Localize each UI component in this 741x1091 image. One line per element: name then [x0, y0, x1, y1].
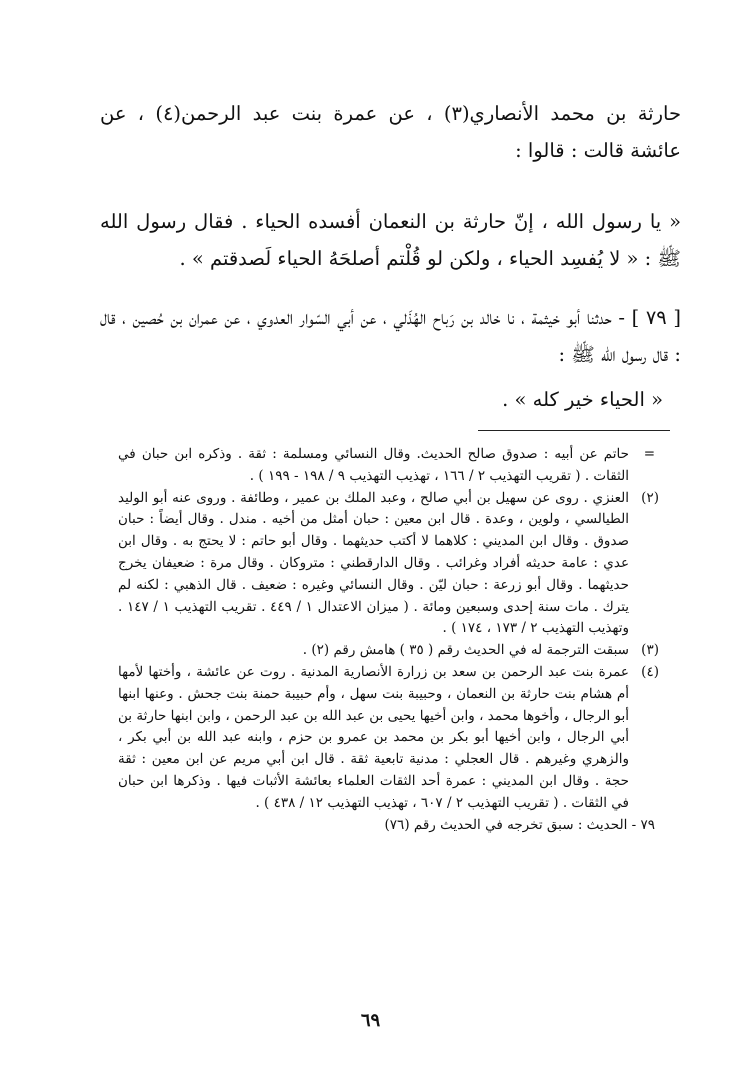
paragraph-hadith-79-matn: « الحياء خير كله » .: [502, 388, 663, 411]
footnote-marker: (٤): [641, 663, 659, 680]
footnote-4: [118, 662, 659, 815]
footnote-text: حاتم عن أبيه : صدوق صالح الحديث. وقال النسائي ومسلمة : ثقة . وذكره ابن حبان في الثقات . ( تقريب التهذيب ٢ / ١٦٦ ، تهذيب التهذيب ٩ / ١٩٨ - ١٩٩ ) .: [118, 446, 629, 484]
paragraph-hadith-79-isnad: [ ٧٩ ] - حدثنا أبو خيثمة ، نا خالد بن رَباح الهُذَلي ، عن أبي السّوار العدوي ، عن عمران بن حُصين ، قال : قال رسول الله ﷺ :: [100, 306, 681, 366]
footnote-separator: [478, 430, 670, 431]
page-number: ٦٩: [360, 1010, 381, 1031]
footnote-3: [118, 640, 659, 662]
footnote-text: العنزي . روى عن سهيل بن أبي صالح ، وعبد الملك بن عمير ، وطائفة . وروى عنه أبو الوليد الطيالسي ، ولوين ، وعدة . قال ابن معين : حبان أمثل من أخيه . مندل . وقال أيضاً : حبان صدوق . وقال ابن المديني : كلاهما لا أكتب حديثهما . وقال أبو حاتم : لا يحتج به . وقال ابن عدي : عامة حديثه أفراد وغرائب . وقال الدارقطني : متروكان . وقال مرة : ضعيفان يخرج حديثهما . وقال أبو زرعة : حبان ليّن . وقال النسائي وغيره : ضعيف . قال الذهبي : لكنه لم يترك . مات سنة إحدى وسبعين ومائة . ( ميزان الاعتدال ١ / ٤٤٩ . تقريب التهذيب ١ / ١٤٧ . وتهذيب التهذيب ٢ / ١٧٣ ، ١٧٤ ) .: [118, 489, 630, 637]
footnote-marker: (٣): [641, 642, 659, 659]
footnote-continuation: [118, 444, 655, 488]
footnote-text: سبقت الترجمة له في الحديث رقم ( ٣٥ ) هامش رقم (٢) .: [302, 642, 629, 659]
footnote-2: [118, 488, 659, 641]
main-text: [100, 95, 681, 418]
footnotes: [118, 444, 659, 836]
footnote-marker: =: [643, 446, 655, 462]
paragraph-isnad: حارثة بن محمد الأنصاري(٣) ، عن عمرة بنت عبد الرحمن(٤) ، عن عائشة قالت : قالوا :: [100, 102, 681, 162]
hadith-reference-note: ٧٩ - الحديث : سبق تخرجه في الحديث رقم (٧٦): [384, 816, 655, 833]
paragraph-hadith-78: « يا رسول الله ، إنّ حارثة بن النعمان أفسده الحياء . فقال رسول الله ﷺ : « لا يُفسِد الحياء ، ولكن لو قُلْتم أصلحَهُ الحياء لَصدقتم » .: [100, 210, 681, 270]
footnote-text: عمرة بنت عبد الرحمن بن سعد بن زرارة الأنصارية المدنية . روت عن عائشة ، وأختها لأمها أم هشام بنت حارثة بن النعمان ، وحبيبة بنت سهل ، وأم حبيبة حمنة بنت جحش . وعنها ابنها أبو الرجال ، وأخوها محمد ، وابن أخيها يحيى بن عبد الله بن عبد الرحمن ، وابن ابنها حارثة بن أبي الرجال ، وابن أخيها أبو بكر بن محمد بن عمرو بن حزم ، وابنه عبد الله بن أبي بكر ، والزهري وغيرهم . قال العجلي : مدنية تابعية ثقة . قال ابن أبي مريم عن ابن معين : ثقة حجة . وقال ابن المديني : عمرة أحد الثقات العلماء بعائشة الأثبات فيها . وذكرها ابن حبان في الثقات . ( تقريب التهذيب ٢ / ٦٠٧ ، تهذيب التهذيب ١٢ / ٤٣٨ ) .: [118, 663, 629, 811]
footnote-marker: (٢): [641, 489, 659, 506]
